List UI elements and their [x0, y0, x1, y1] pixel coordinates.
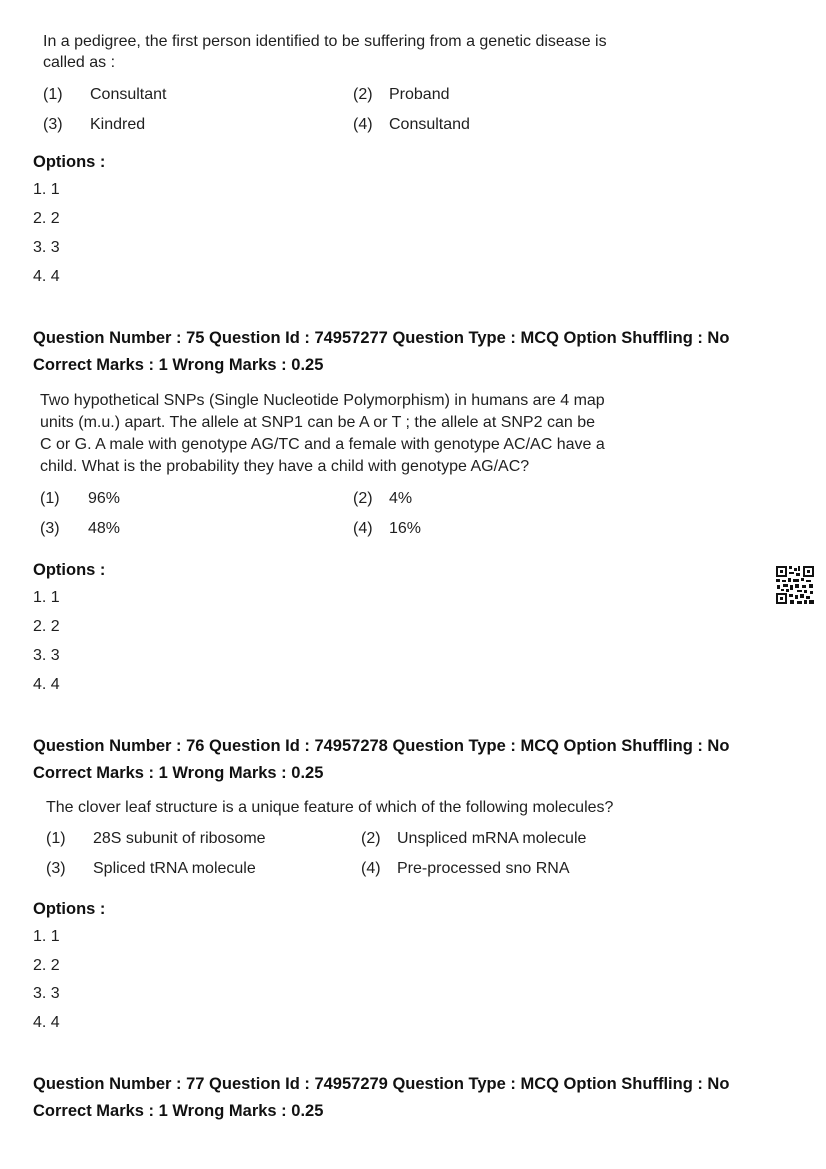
- q75-option-2-text: 4%: [389, 490, 413, 507]
- q74-option-2-text: Proband: [389, 86, 450, 103]
- q75-option-4-text: 16%: [389, 520, 422, 537]
- q74-option-1-text: Consultant: [90, 86, 167, 103]
- q76-marks: Correct Marks : 1 Wrong Marks : 0.25: [33, 764, 324, 782]
- q74-options-label: Options :: [33, 153, 106, 171]
- q75-choice-2: 2. 2: [33, 618, 60, 635]
- q75-option-2-number: (2): [353, 490, 373, 507]
- q75-choice-1: 1. 1: [33, 589, 60, 606]
- q75-option-1-text: 96%: [88, 490, 121, 507]
- q76-choice-4: 4. 4: [33, 1014, 60, 1031]
- q75-text-line-4: child. What is the probability they have a child with genotype AG/AC?: [40, 458, 530, 475]
- q76-option-4-text: Pre-processed sno RNA: [397, 860, 570, 877]
- q77-marks: Correct Marks : 1 Wrong Marks : 0.25: [33, 1102, 324, 1120]
- q75-text-line-3: C or G. A male with genotype AG/TC and a female with genotype AC/AC have a: [40, 436, 605, 453]
- q76-choice-3: 3. 3: [33, 985, 60, 1002]
- q74-choice-2: 2. 2: [33, 210, 60, 227]
- q75-choice-4: 4. 4: [33, 676, 60, 693]
- q77-header: Question Number : 77 Question Id : 74957279 Question Type : MCQ Option Shuffling : No: [33, 1075, 730, 1093]
- q76-text-line-1: The clover leaf structure is a unique feature of which of the following molecules?: [46, 799, 614, 816]
- q74-option-3-number: (3): [43, 116, 63, 133]
- q75-option-3-number: (3): [40, 520, 60, 537]
- q75-header: Question Number : 75 Question Id : 74957277 Question Type : MCQ Option Shuffling : No: [33, 329, 730, 347]
- q75-options-label: Options :: [33, 561, 106, 579]
- q75-option-3-text: 48%: [88, 520, 121, 537]
- q76-choice-2: 2. 2: [33, 957, 60, 974]
- q76-option-3-text: Spliced tRNA molecule: [93, 860, 256, 877]
- q75-marks: Correct Marks : 1 Wrong Marks : 0.25: [33, 356, 324, 374]
- q76-options-label: Options :: [33, 900, 106, 918]
- q76-option-2-number: (2): [361, 830, 381, 847]
- q76-header: Question Number : 76 Question Id : 74957278 Question Type : MCQ Option Shuffling : No: [33, 737, 730, 755]
- q76-option-4-number: (4): [361, 860, 381, 877]
- q74-choice-3: 3. 3: [33, 239, 60, 256]
- q75-option-4-number: (4): [353, 520, 373, 537]
- qr-code-icon: [775, 565, 815, 605]
- q74-option-3-text: Kindred: [90, 116, 146, 133]
- q76-option-1-number: (1): [46, 830, 66, 847]
- q76-option-2-text: Unspliced mRNA molecule: [397, 830, 587, 847]
- q74-text-line-1: In a pedigree, the first person identified to be suffering from a genetic disease is: [43, 33, 607, 50]
- q74-option-4-number: (4): [353, 116, 373, 133]
- q74-choice-1: 1. 1: [33, 181, 60, 198]
- q76-option-1-text: 28S subunit of ribosome: [93, 830, 266, 847]
- q75-text-line-1: Two hypothetical SNPs (Single Nucleotide Polymorphism) in humans are 4 map: [40, 392, 605, 409]
- q75-choice-3: 3. 3: [33, 647, 60, 664]
- q76-option-3-number: (3): [46, 860, 66, 877]
- q74-option-1-number: (1): [43, 86, 63, 103]
- q74-choice-4: 4. 4: [33, 268, 60, 285]
- q74-option-4-text: Consultand: [389, 116, 470, 133]
- q75-option-1-number: (1): [40, 490, 60, 507]
- q75-text-line-2: units (m.u.) apart. The allele at SNP1 can be A or T ; the allele at SNP2 can be: [40, 414, 595, 431]
- q74-text-line-2: called as :: [43, 54, 116, 71]
- q76-choice-1: 1. 1: [33, 928, 60, 945]
- q74-option-2-number: (2): [353, 86, 373, 103]
